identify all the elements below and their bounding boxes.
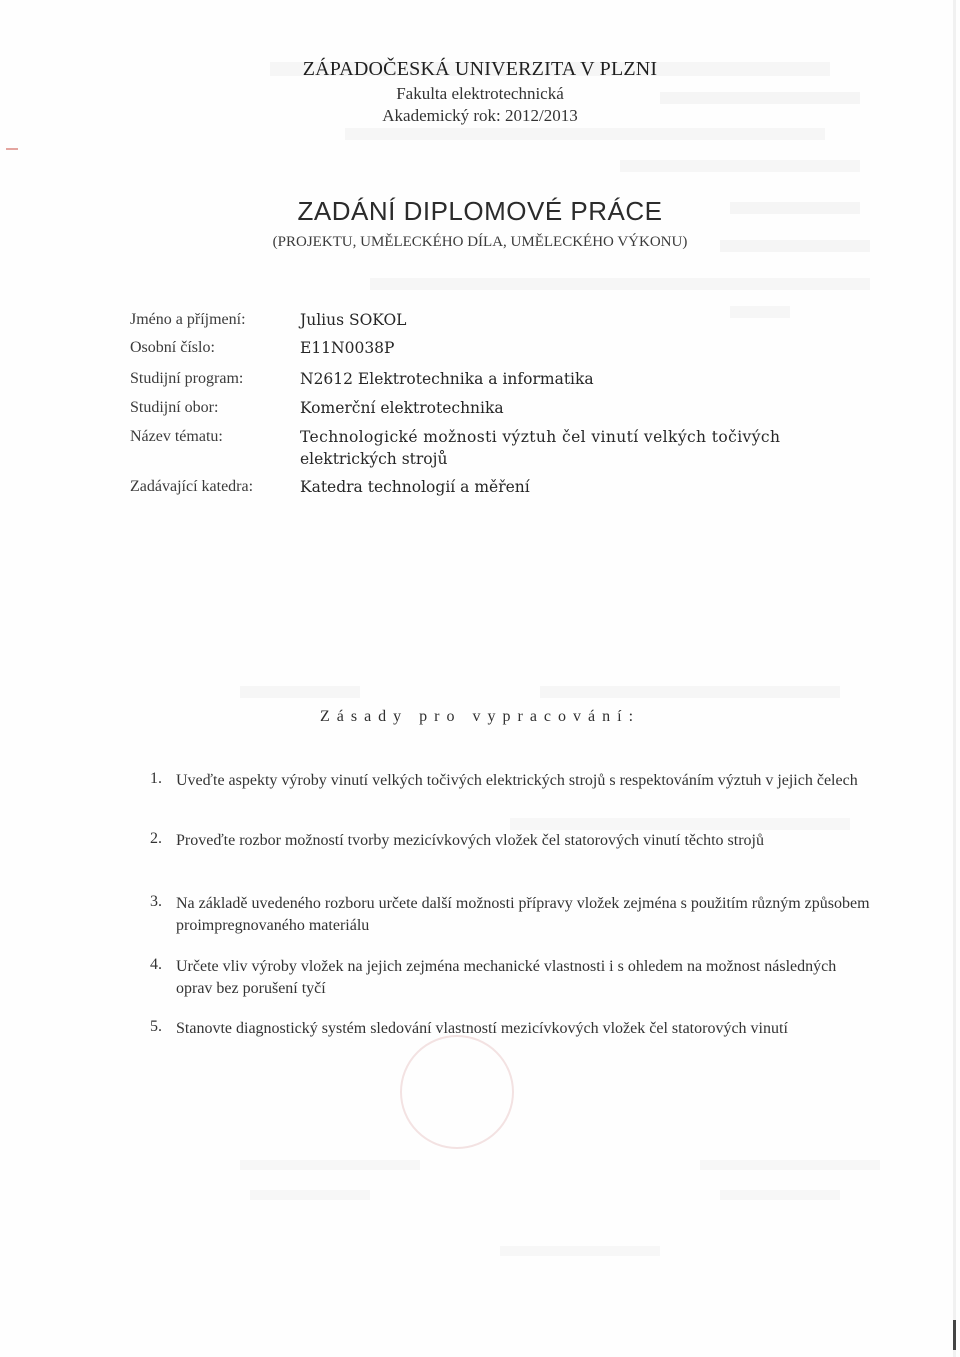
bleed-through-line (500, 1246, 660, 1256)
bleed-through-line (240, 1160, 420, 1170)
academic-year: Akademický rok: 2012/2013 (382, 106, 578, 125)
task-number: 4. (150, 956, 162, 973)
task-text: Určete vliv výroby vložek na jejich zejména mechanické vlastnosti i s ohledem na možnost následných oprav bez porušení tyčí (176, 958, 837, 997)
bleed-through-line (250, 1190, 370, 1200)
task-number: 1. (150, 770, 162, 787)
document-subtitle: (PROJEKTU, UMĚLECKÉHO DÍLA, UMĚLECKÉHO VÝKONU) (272, 234, 688, 250)
task-number: 5. (150, 1018, 162, 1035)
bleed-through-line (730, 306, 790, 318)
task-number: 2. (150, 830, 162, 847)
field-value-study-field: Komerční elektrotechnika (300, 399, 504, 417)
bleed-through-line (700, 1160, 880, 1170)
field-label-topic: Název tématu: (130, 428, 223, 445)
field-value-name: Julius SOKOL (300, 311, 407, 329)
bleed-through-line (720, 1190, 840, 1200)
margin-mark (6, 148, 18, 150)
task-number: 3. (150, 893, 162, 910)
field-value-department: Katedra technologií a měření (300, 478, 530, 496)
bleed-through-line (620, 160, 860, 172)
field-label-name: Jméno a příjmení: (130, 311, 246, 328)
principles-heading: Zásady pro vypracování: (319, 708, 641, 725)
bleed-through-line (510, 818, 850, 830)
task-text: Stanovte diagnostický systém sledování vlastností mezicívkových vložek čel statorových vinutí (176, 1020, 788, 1037)
task-text: Proveďte rozbor možností tvorby mezicívkových vložek čel statorových vinutí těchto strojů (176, 832, 764, 849)
page-edge-mark (953, 1320, 956, 1350)
bleed-through-line (540, 686, 840, 698)
field-label-study-program: Studijní program: (130, 370, 244, 387)
task-text: Na základě uvedeného rozboru určete další možnosti přípravy vložek zejména s použitím různým způsobem proimpregnovaného materiálu (176, 895, 870, 934)
field-value-topic: Technologické možnosti výztuh čel vinutí velkých točivých (300, 428, 781, 446)
faculty-name: Fakulta elektrotechnická (396, 84, 564, 103)
field-value-personal-number: E11N0038P (300, 339, 395, 357)
field-label-personal-number: Osobní číslo: (130, 339, 215, 356)
bleed-through-line (370, 278, 870, 290)
document-title: ZADÁNÍ DIPLOMOVÉ PRÁCE (297, 196, 663, 226)
field-label-study-field: Studijní obor: (130, 399, 219, 416)
field-value-topic-line2: elektrických strojů (300, 450, 448, 468)
faint-stamp (400, 1035, 514, 1149)
university-name: ZÁPADOČESKÁ UNIVERZITA V PLZNI (302, 58, 658, 80)
bleed-through-line (240, 686, 360, 698)
task-text: Uveďte aspekty výroby vinutí velkých točivých elektrických strojů s respektováním výztuh v jejich čelech (176, 772, 858, 789)
field-label-department: Zadávající katedra: (130, 478, 254, 495)
field-value-study-program: N2612 Elektrotechnika a informatika (300, 370, 594, 388)
bleed-through-line (345, 128, 825, 140)
